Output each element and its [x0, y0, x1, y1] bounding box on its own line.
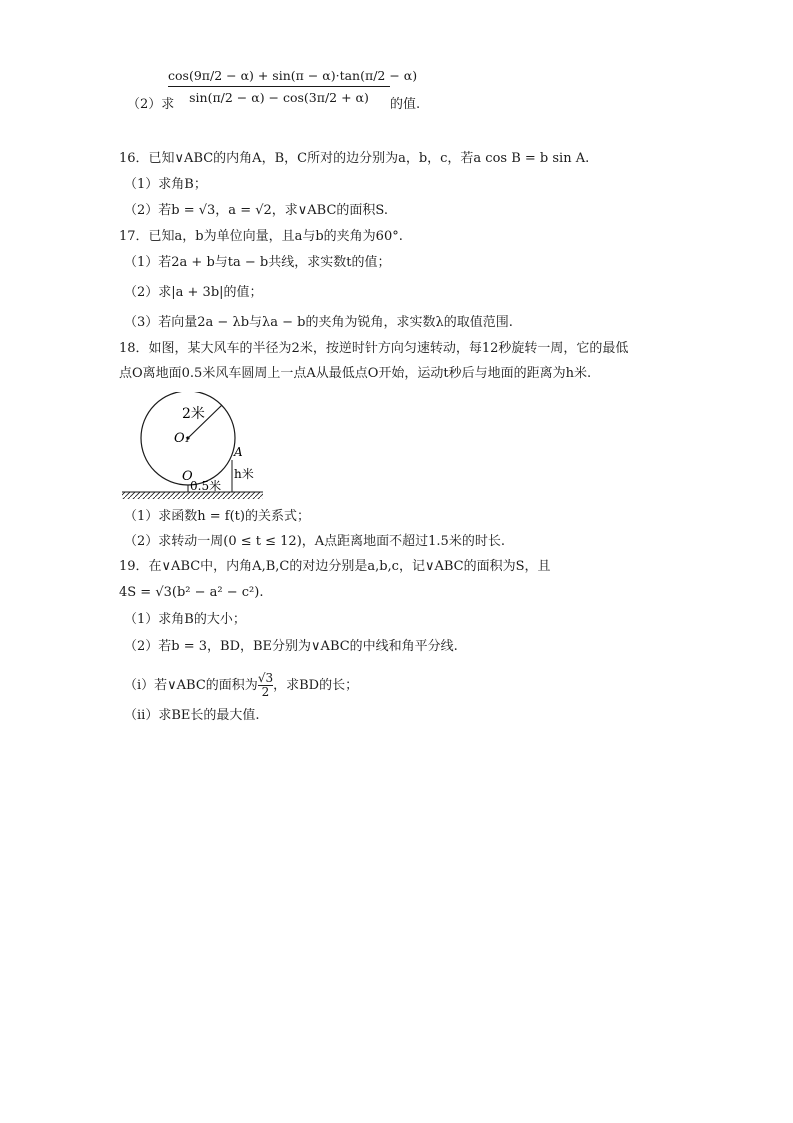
windmill-figure [120, 392, 270, 502]
q19-part-i-prefix: （i）若∨ABC的面积为 [124, 678, 258, 693]
q17-part1: （1）若2a + b与ta − b共线，求实数t的值； [124, 255, 391, 270]
q16-part1: （1）求角B； [124, 177, 207, 192]
label-h: h米 [234, 467, 254, 481]
q18-part1: （1）求函数h = f(t)的关系式； [124, 509, 310, 524]
ground-hatch [122, 492, 263, 499]
q15-suffix: 的值. [390, 97, 421, 112]
q17-part3: （3）若向量2a − λb与λa − b的夹角为锐角，求实数λ的取值范围. [124, 315, 513, 330]
q16-part2: （2）若b = √3，a = √2，求∨ABC的面积S. [124, 203, 388, 218]
q17-part2: （2）求|a + 3b|的值； [124, 285, 263, 300]
label-ground-height: 0.5米 [190, 479, 222, 493]
q16-stem: 16．已知∨ABC的内角A，B，C所对的边分别为a，b，c，若a cos B = b sin A. [119, 151, 590, 166]
q19-part1: （1）求角B的大小； [124, 612, 246, 627]
q18-stem-line2: 点O离地面0.5米风车圆周上一点A从最低点O开始，运动t秒后与地面的距离为h米. [119, 366, 592, 381]
q15-numerator: cos(9π/2 − α) + sin(π − α)·tan(π/2 − α) [168, 68, 390, 87]
q18-part2: （2）求转动一周(0 ≤ t ≤ 12)，A点距离地面不超过1.5米的时长. [124, 534, 505, 549]
q19-part-i-frac-num: √3 [257, 671, 274, 685]
q19-part-i-frac-den: 2 [261, 685, 270, 699]
label-radius: 2米 [182, 406, 205, 422]
q15-fraction [168, 68, 418, 105]
q19-part-ii: （ii）求BE长的最大值. [124, 708, 260, 723]
q18-stem-line1: 18．如图，某大风车的半径为2米，按逆时针方向匀速转动，每12秒旋转一周，它的最低 [119, 341, 629, 356]
label-O: O [182, 469, 193, 484]
q17-stem: 17．已知a，b为单位向量，且a与b的夹角为60°. [119, 229, 403, 244]
q19-stem-line1: 19．在∨ABC中，内角A,B,C的对边分别是a,b,c，记∨ABC的面积为S，且 [119, 559, 551, 574]
label-A: A [234, 445, 243, 459]
label-center: O₁ [174, 431, 190, 446]
q19-part-i-fraction [258, 672, 273, 699]
q19-part-i [124, 668, 358, 704]
q19-part-i-suffix: ，求BD的长； [273, 678, 359, 693]
q15-denominator: sin(π/2 − α) − cos(3π/2 + α) [189, 90, 369, 105]
q19-part2: （2）若b = 3，BD，BE分别为∨ABC的中线和角平分线. [124, 639, 458, 654]
q15-part2-prefix: （2）求 [127, 97, 175, 112]
q19-stem-line2: 4S = √3(b² − a² − c²). [119, 585, 264, 600]
